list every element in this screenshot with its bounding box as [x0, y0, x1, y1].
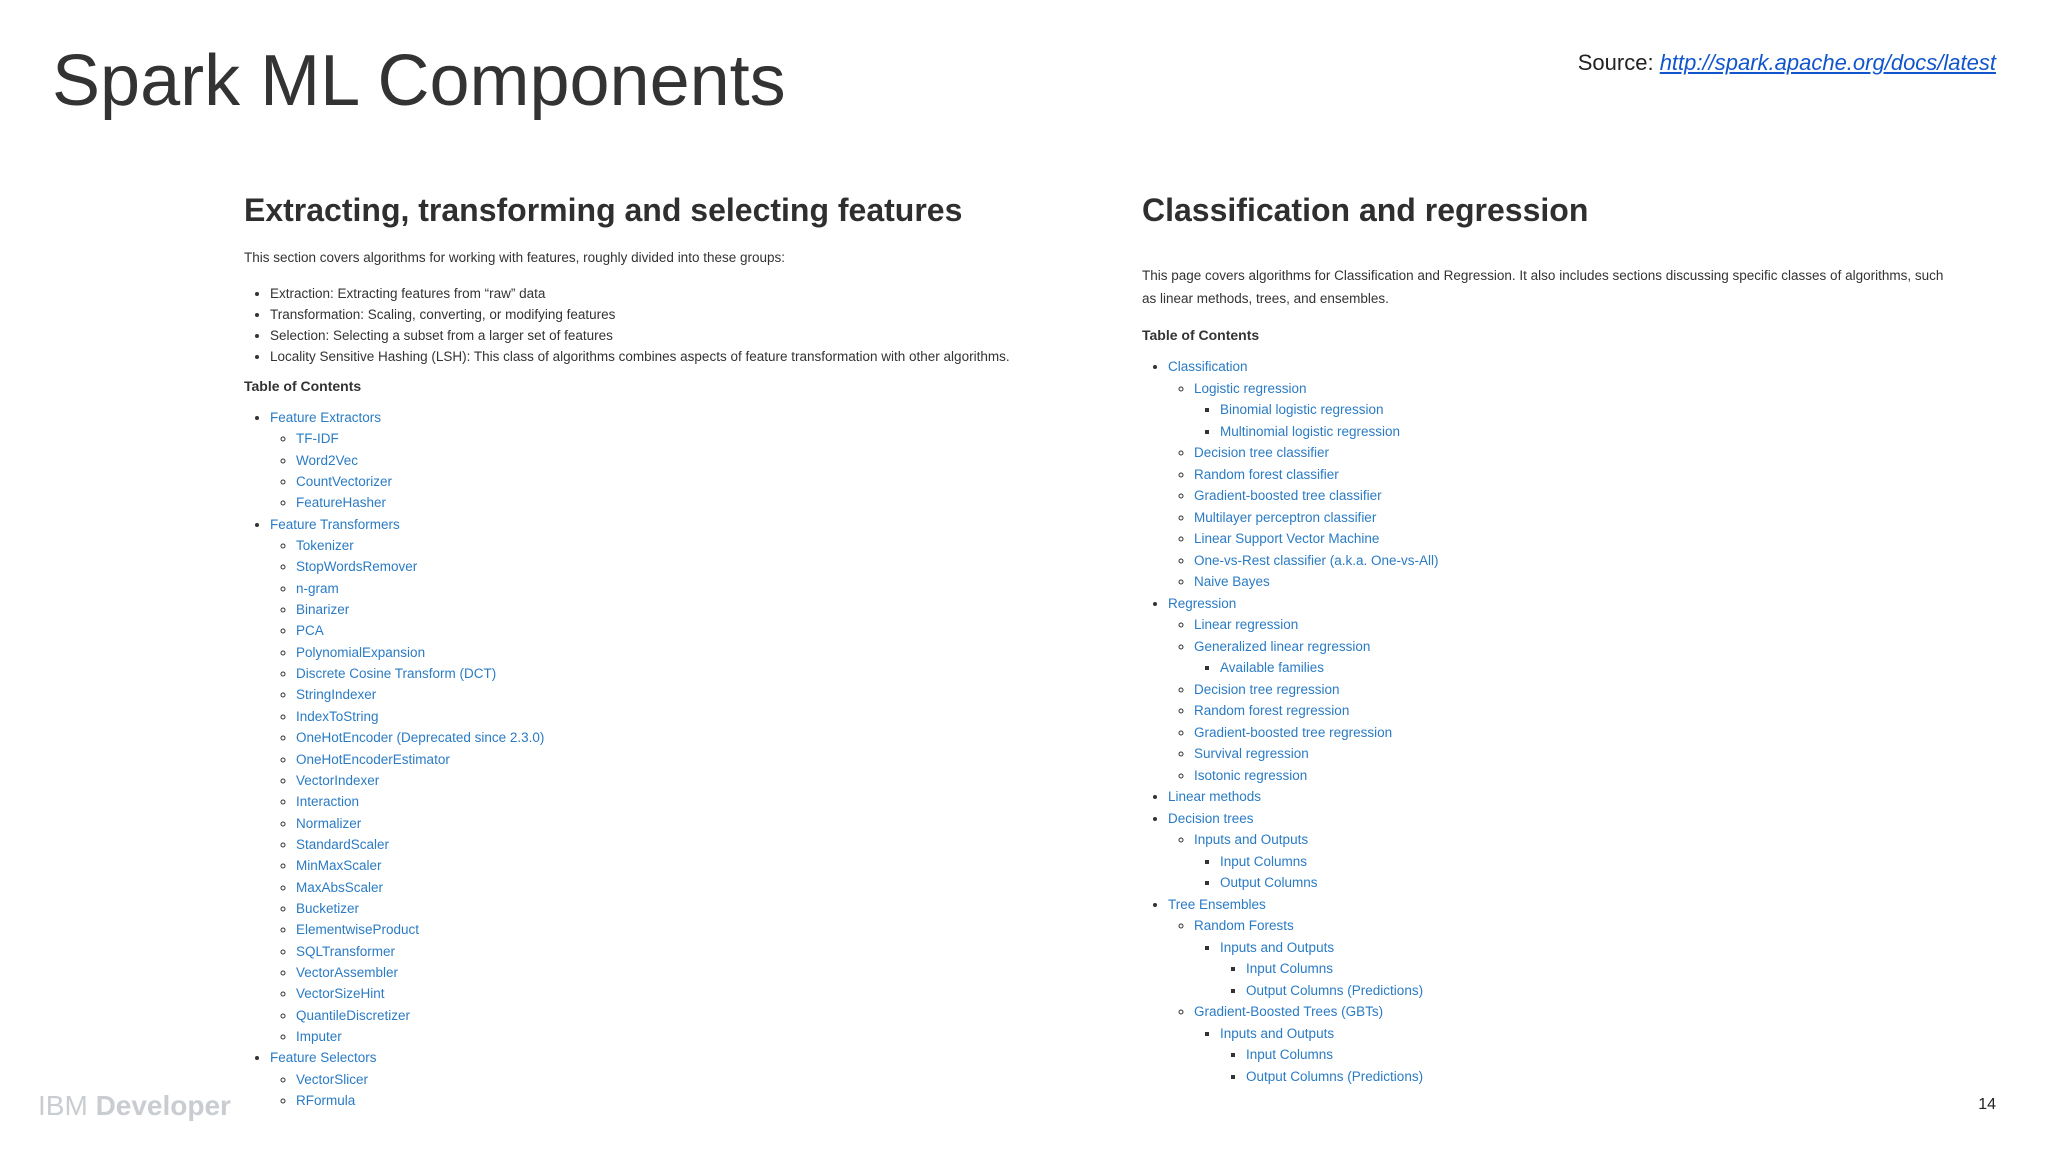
- toc-sublist: [270, 535, 1044, 1047]
- list-item: • Locality Sensitive Hashing (LSH): This class of algorithms combines aspects of feature transformation with other algorithms.: [270, 346, 1044, 367]
- toc-section: [270, 407, 1044, 514]
- toc-link[interactable]: Regression: [1168, 595, 1237, 611]
- toc-item: [296, 450, 1044, 471]
- toc-item: [1194, 636, 1952, 679]
- toc-item: [1194, 679, 1952, 701]
- toc-item: [296, 813, 1044, 834]
- toc-link[interactable]: ElementwiseProduct: [296, 922, 420, 938]
- toc-link[interactable]: StandardScaler: [296, 836, 390, 852]
- toc-link[interactable]: StopWordsRemover: [296, 559, 418, 575]
- toc-link[interactable]: Discrete Cosine Transform (DCT): [296, 666, 497, 682]
- toc-link[interactable]: Naive Bayes: [1194, 574, 1270, 589]
- toc-item: [296, 642, 1044, 663]
- toc-link[interactable]: PolynomialExpansion: [296, 644, 426, 660]
- toc-item: [1246, 980, 1952, 1002]
- toc-link[interactable]: Multilayer perceptron classifier: [1194, 509, 1377, 525]
- toc-link[interactable]: Inputs and Outputs: [1194, 832, 1309, 847]
- toc-link[interactable]: QuantileDiscretizer: [296, 1007, 411, 1023]
- source-link[interactable]: http://spark.apache.org/docs/latest: [1659, 50, 1996, 75]
- toc-link[interactable]: MaxAbsScaler: [296, 879, 384, 895]
- toc-link[interactable]: RFormula: [296, 1093, 356, 1108]
- toc-item: [296, 471, 1044, 492]
- toc-item: [1194, 915, 1952, 1001]
- toc-link[interactable]: TF-IDF: [296, 431, 339, 447]
- toc-item: [296, 1069, 1044, 1090]
- toc-item: [1194, 1001, 1952, 1087]
- classification-docs-heading: Classification and regression: [1142, 192, 1589, 228]
- toc-link[interactable]: Multinomial logistic regression: [1220, 423, 1401, 439]
- toc-item: [1220, 872, 1952, 894]
- toc-link[interactable]: VectorSlicer: [296, 1071, 369, 1087]
- toc-link[interactable]: Gradient-boosted tree classifier: [1194, 488, 1382, 503]
- toc-link[interactable]: Random forest regression: [1194, 703, 1350, 718]
- toc-item: [296, 428, 1044, 449]
- toc-link[interactable]: Interaction: [296, 794, 360, 810]
- toc-section: [270, 1047, 1044, 1111]
- toc-link[interactable]: One-vs-Rest classifier (a.k.a. One-vs-All): [1194, 552, 1439, 568]
- toc-link[interactable]: Gradient-Boosted Trees (GBTs): [1194, 1004, 1384, 1019]
- logo-text-developer: Developer: [95, 1090, 231, 1121]
- toc-item: [296, 492, 1044, 513]
- toc-link[interactable]: Gradient-boosted tree regression: [1194, 724, 1393, 740]
- toc-item: [1246, 1066, 1952, 1088]
- toc-link[interactable]: CountVectorizer: [296, 474, 393, 490]
- toc-link[interactable]: Tree Ensembles: [1168, 896, 1266, 912]
- toc-link[interactable]: VectorSizeHint: [296, 986, 385, 1002]
- list-item: • Extraction: Extracting features from “raw” data: [270, 283, 1044, 304]
- toc-link[interactable]: Decision tree regression: [1194, 681, 1340, 697]
- toc-item: [296, 877, 1044, 898]
- toc-item: [296, 727, 1044, 748]
- toc-link[interactable]: Survival regression: [1194, 746, 1309, 761]
- classification-toc-heading: Table of Contents: [1142, 327, 1260, 343]
- toc-section: [270, 514, 1044, 1048]
- toc-item-logistic-regression: [1194, 378, 1952, 443]
- toc-item: [1220, 421, 1952, 443]
- toc-item: [296, 834, 1044, 855]
- toc-item: [1194, 528, 1952, 550]
- toc-item: [1194, 743, 1952, 765]
- toc-link[interactable]: Decision trees: [1168, 810, 1254, 826]
- toc-item-tree-ensembles: [1168, 894, 1952, 1088]
- toc-item: [296, 770, 1044, 791]
- toc-item: [296, 556, 1044, 577]
- toc-link[interactable]: Bucketizer: [296, 900, 360, 916]
- toc-item: [296, 791, 1044, 812]
- feature-docs-heading: Extracting, transforming and selecting features: [244, 192, 963, 228]
- feature-toc-heading: Table of Contents: [244, 378, 362, 394]
- list-item: • Selection: Selecting a subset from a larger set of features: [270, 325, 1044, 346]
- toc-link[interactable]: Binarizer: [296, 602, 350, 618]
- toc-item: [296, 684, 1044, 705]
- toc-link[interactable]: Output Columns (Predictions): [1246, 982, 1424, 998]
- toc-item: [1194, 507, 1952, 529]
- toc-item: [296, 706, 1044, 727]
- toc-item: [296, 663, 1044, 684]
- toc-link[interactable]: StringIndexer: [296, 687, 377, 703]
- toc-item: [1194, 442, 1952, 464]
- toc-link[interactable]: Linear methods: [1168, 789, 1262, 804]
- toc-item: [296, 962, 1044, 983]
- toc-link[interactable]: Inputs and Outputs: [1220, 1025, 1335, 1041]
- toc-item: [1220, 1023, 1952, 1088]
- classification-docs-panel: [1142, 190, 1952, 1116]
- toc-item: [1194, 722, 1952, 744]
- toc-item-linear-methods: [1168, 786, 1952, 808]
- toc-item: [296, 599, 1044, 620]
- toc-link[interactable]: VectorAssembler: [296, 964, 399, 980]
- toc-item: [296, 855, 1044, 876]
- toc-link[interactable]: Feature Extractors: [270, 410, 382, 425]
- toc-item: [296, 1005, 1044, 1026]
- toc-link[interactable]: Isotonic regression: [1194, 767, 1308, 783]
- toc-item: [296, 1026, 1044, 1047]
- toc-link[interactable]: Output Columns: [1220, 875, 1318, 890]
- toc-item: [296, 535, 1044, 556]
- toc-link[interactable]: Logistic regression: [1194, 380, 1307, 396]
- toc-link[interactable]: PCA: [296, 623, 324, 639]
- ibm-developer-logo: [38, 1090, 231, 1122]
- toc-link[interactable]: Inputs and Outputs: [1220, 939, 1335, 955]
- page-number: 14: [1978, 1096, 1996, 1113]
- toc-link[interactable]: n-gram: [296, 580, 339, 596]
- toc-item: [1220, 657, 1952, 679]
- toc-item: [296, 578, 1044, 599]
- classification-docs-intro: This page covers algorithms for Classification and Regression. It also includes sections discussing specific classes of algorithms, such as linear methods, trees, and ensembles.: [1142, 268, 1944, 306]
- feature-groups-list: [244, 283, 1044, 367]
- toc-item: [1194, 571, 1952, 593]
- toc-sublist: [270, 428, 1044, 513]
- slide-title: Spark ML Components: [52, 41, 786, 121]
- toc-item: [296, 749, 1044, 770]
- toc-item: [1194, 550, 1952, 572]
- toc-link[interactable]: Binomial logistic regression: [1220, 402, 1384, 417]
- toc-link[interactable]: OneHotEncoder (Deprecated since 2.3.0): [296, 730, 545, 746]
- feature-docs-panel: [244, 190, 1044, 1116]
- feature-docs-intro: This section covers algorithms for working with features, roughly divided into these groups:: [244, 250, 786, 265]
- toc-item: [296, 941, 1044, 962]
- toc-item: [1194, 485, 1952, 507]
- toc-link[interactable]: SQLTransformer: [296, 943, 396, 959]
- toc-item: [296, 1090, 1044, 1111]
- toc-item: [1220, 851, 1952, 873]
- toc-link[interactable]: MinMaxScaler: [296, 858, 382, 874]
- classification-toc: [1142, 356, 1952, 1087]
- toc-link[interactable]: Random Forests: [1194, 918, 1294, 933]
- toc-link[interactable]: VectorIndexer: [296, 772, 380, 788]
- feature-toc: [244, 407, 1044, 1111]
- toc-item: [296, 620, 1044, 641]
- toc-link[interactable]: Generalized linear regression: [1194, 638, 1371, 654]
- toc-item: [296, 983, 1044, 1004]
- toc-item: [1246, 958, 1952, 980]
- toc-link[interactable]: Random forest classifier: [1194, 466, 1339, 482]
- logo-text-ibm: IBM: [38, 1090, 96, 1121]
- toc-link[interactable]: Output Columns (Predictions): [1246, 1068, 1424, 1084]
- list-item: • Transformation: Scaling, converting, or modifying features: [270, 304, 1044, 325]
- toc-link[interactable]: FeatureHasher: [296, 495, 387, 511]
- toc-item: [296, 898, 1044, 919]
- toc-link[interactable]: Word2Vec: [296, 452, 359, 468]
- toc-link[interactable]: Linear regression: [1194, 617, 1299, 632]
- toc-link[interactable]: Tokenizer: [296, 538, 354, 554]
- toc-link[interactable]: Available families: [1220, 660, 1325, 675]
- toc-item: [1220, 399, 1952, 421]
- toc-link[interactable]: Input Columns: [1220, 853, 1308, 869]
- toc-link[interactable]: Imputer: [296, 1028, 342, 1044]
- toc-link[interactable]: Normalizer: [296, 815, 362, 831]
- toc-item: [1194, 829, 1952, 894]
- toc-link[interactable]: Linear Support Vector Machine: [1194, 531, 1380, 546]
- toc-item-regression: [1168, 593, 1952, 787]
- toc-link[interactable]: IndexToString: [296, 708, 379, 724]
- toc-link[interactable]: Feature Transformers: [270, 516, 400, 532]
- toc-item-classification: [1168, 356, 1952, 593]
- toc-sublist: [270, 1069, 1044, 1112]
- toc-item: [296, 919, 1044, 940]
- toc-link[interactable]: Feature Selectors: [270, 1050, 377, 1066]
- toc-item-decision-trees: [1168, 808, 1952, 894]
- toc-link[interactable]: OneHotEncoderEstimator: [296, 751, 450, 767]
- toc-item: [1246, 1044, 1952, 1066]
- toc-item: [1194, 464, 1952, 486]
- toc-item: [1194, 765, 1952, 787]
- toc-link[interactable]: Decision tree classifier: [1194, 445, 1330, 460]
- toc-item: [1194, 700, 1952, 722]
- toc-item: [1220, 937, 1952, 1002]
- source-citation: [1578, 50, 1996, 76]
- toc-link[interactable]: Classification: [1168, 359, 1248, 374]
- source-label: Source:: [1577, 50, 1660, 75]
- toc-link[interactable]: Input Columns: [1246, 1047, 1334, 1062]
- toc-link[interactable]: Input Columns: [1246, 961, 1334, 976]
- toc-item: [1194, 614, 1952, 636]
